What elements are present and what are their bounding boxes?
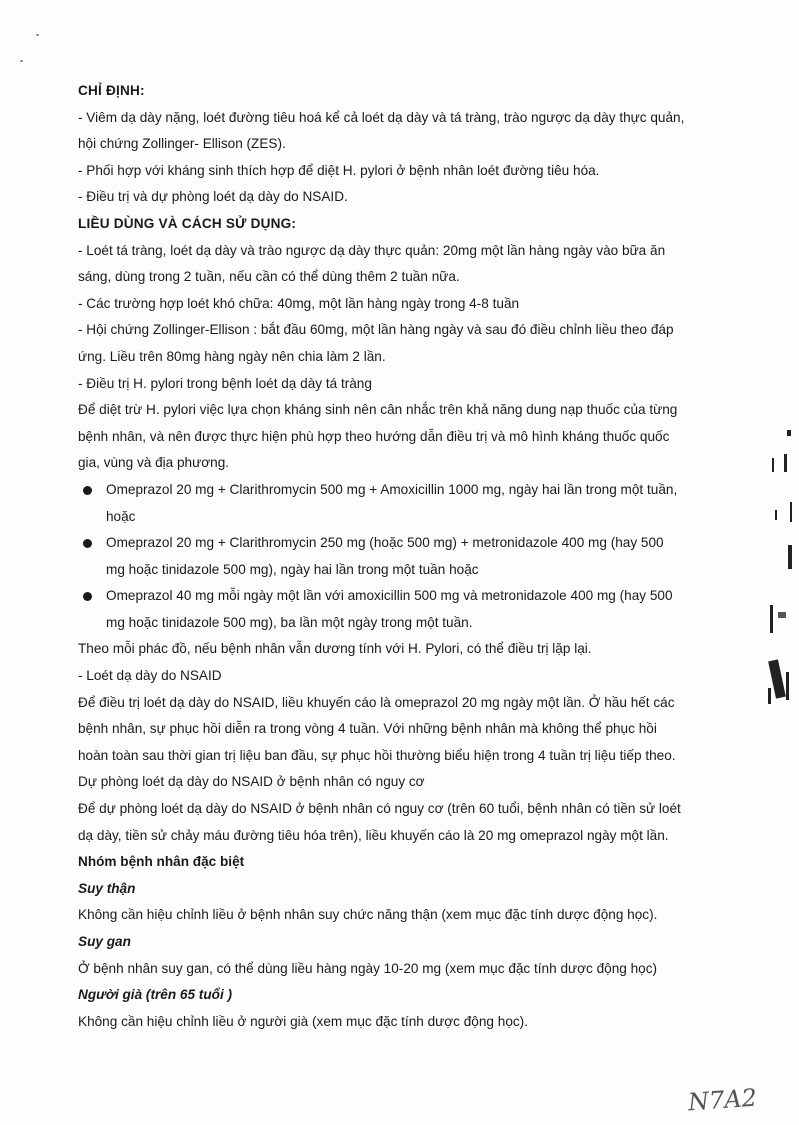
document-page <box>78 78 738 1035</box>
dosage-line: ứng. Liều trên 80mg hàng ngày nên chia làm 2 lần. <box>78 348 386 364</box>
body-line: hoàn toàn sau thời gian trị liệu ban đầu, sự phục hồi thường biểu hiện trong 4 tuần trị liệu tiếp theo. <box>78 747 676 763</box>
regimen-line: mg hoặc tinidazole 500 mg), ngày hai lần trong một tuần hoặc <box>106 561 479 577</box>
indication-line: - Điều trị và dự phòng loét dạ dày do NSAID. <box>78 189 348 205</box>
dosage-line: sáng, dùng trong 2 tuần, nếu cần có thể dùng thêm 2 tuần nữa. <box>78 269 460 285</box>
scan-speck <box>20 60 23 62</box>
dosage-line: - Loét tá tràng, loét dạ dày và trào ngược dạ dày thực quản: 20mg một lần hàng ngày vào bữa ăn <box>78 242 666 258</box>
dosage-line: Để diệt trừ H. pylori việc lựa chọn kháng sinh nên cân nhắc trên khả năng dung nạp thuốc của từng <box>78 402 678 418</box>
body-line: dạ dày, tiền sử chảy máu đường tiêu hóa trên), liều khuyến cáo là 20 mg omeprazol ngày một lần. <box>78 827 669 843</box>
bullet-dot <box>83 486 92 495</box>
regimen-line: mg hoặc tinidazole 500 mg), ba lần một ngày trong một tuần. <box>106 614 473 630</box>
hepatic-text: Ở bệnh nhân suy gan, có thể dùng liều hàng ngày 10-20 mg (xem mục đặc tính dược động học) <box>78 960 658 976</box>
renal-heading: Suy thận <box>78 880 136 896</box>
dosage-line: - Điều trị H. pylori trong bệnh loét dạ dày tá tràng <box>78 375 372 391</box>
section-heading-indications: CHỈ ĐỊNH: <box>78 83 145 98</box>
regimen-bullet <box>78 530 738 583</box>
dosage-line: - Hội chứng Zollinger-Ellison : bắt đầu 60mg, một lần hàng ngày và sau đó điều chỉnh liều theo đáp <box>78 322 674 338</box>
bullet-dot <box>83 592 92 601</box>
regimen-line: Omeprazol 20 mg + Clarithromycin 250 mg (hoặc 500 mg) + metronidazole 400 mg (hay 500 <box>106 535 664 551</box>
indication-line: hội chứng Zollinger- Ellison (ZES). <box>78 136 286 152</box>
body-line: Theo mỗi phác đồ, nếu bệnh nhân vẫn dương tính với H. Pylori, có thể điều trị lặp lại. <box>78 641 592 657</box>
regimen-line: Omeprazol 40 mg mỗi ngày một lần với amoxicillin 500 mg và metronidazole 400 mg (hay 500 <box>106 588 673 604</box>
indication-line: - Viêm dạ dày nặng, loét đường tiêu hoá kể cả loét dạ dày và tá tràng, trào ngược dạ dày thực quản, <box>78 109 685 125</box>
section-heading-dosage: LIỀU DÙNG VÀ CÁCH SỬ DỤNG: <box>78 215 297 231</box>
regimen-line: hoặc <box>106 508 136 524</box>
special-groups-heading: Nhóm bệnh nhân đặc biệt <box>78 854 245 870</box>
body-line: bệnh nhân, sự phục hồi diễn ra trong vòng 4 tuần. Với những bệnh nhân mà không thể phục hồi <box>78 721 657 737</box>
body-line: Để điều trị loét dạ dày do NSAID, liều khuyến cáo là omeprazol 20 mg ngày một lần. Ở hầu hết các <box>78 694 675 710</box>
renal-text: Không cần hiệu chỉnh liều ở bệnh nhân suy chức năng thận (xem mục đặc tính dược động học). <box>78 907 658 923</box>
dosage-line: bệnh nhân, và nên được thực hiện phù hợp theo hướng dẫn điều trị và mô hình kháng thuốc quốc <box>78 428 670 444</box>
elderly-heading: Người già (trên 65 tuổi ) <box>78 987 233 1003</box>
hepatic-heading: Suy gan <box>78 934 131 949</box>
bullet-dot <box>83 539 92 548</box>
regimen-bullet <box>78 477 738 530</box>
scan-speck <box>36 34 39 36</box>
dosage-line: gia, vùng và địa phương. <box>78 455 230 471</box>
body-line: Để dự phòng loét dạ dày do NSAID ở bệnh nhân có nguy cơ (trên 60 tuổi, bệnh nhân có tiền sử loét <box>78 801 681 817</box>
elderly-text: Không cần hiệu chỉnh liều ở người già (xem mục đặc tính dược động học). <box>78 1013 528 1029</box>
indication-line: - Phối hợp với kháng sinh thích hợp để diệt H. pylori ở bệnh nhân loét đường tiêu hóa. <box>78 162 600 178</box>
body-line: Dự phòng loét dạ dày do NSAID ở bệnh nhân có nguy cơ <box>78 774 425 790</box>
regimen-bullet <box>78 583 738 636</box>
handwritten-signature: N7A2 <box>687 1083 758 1117</box>
body-line: - Loét dạ dày do NSAID <box>78 668 222 684</box>
dosage-line: - Các trường hợp loét khó chữa: 40mg, một lần hàng ngày trong 4-8 tuần <box>78 295 520 311</box>
edge-scan-marks <box>760 420 799 720</box>
regimen-line: Omeprazol 20 mg + Clarithromycin 500 mg + Amoxicillin 1000 mg, ngày hai lần trong một tuần, <box>106 481 678 497</box>
